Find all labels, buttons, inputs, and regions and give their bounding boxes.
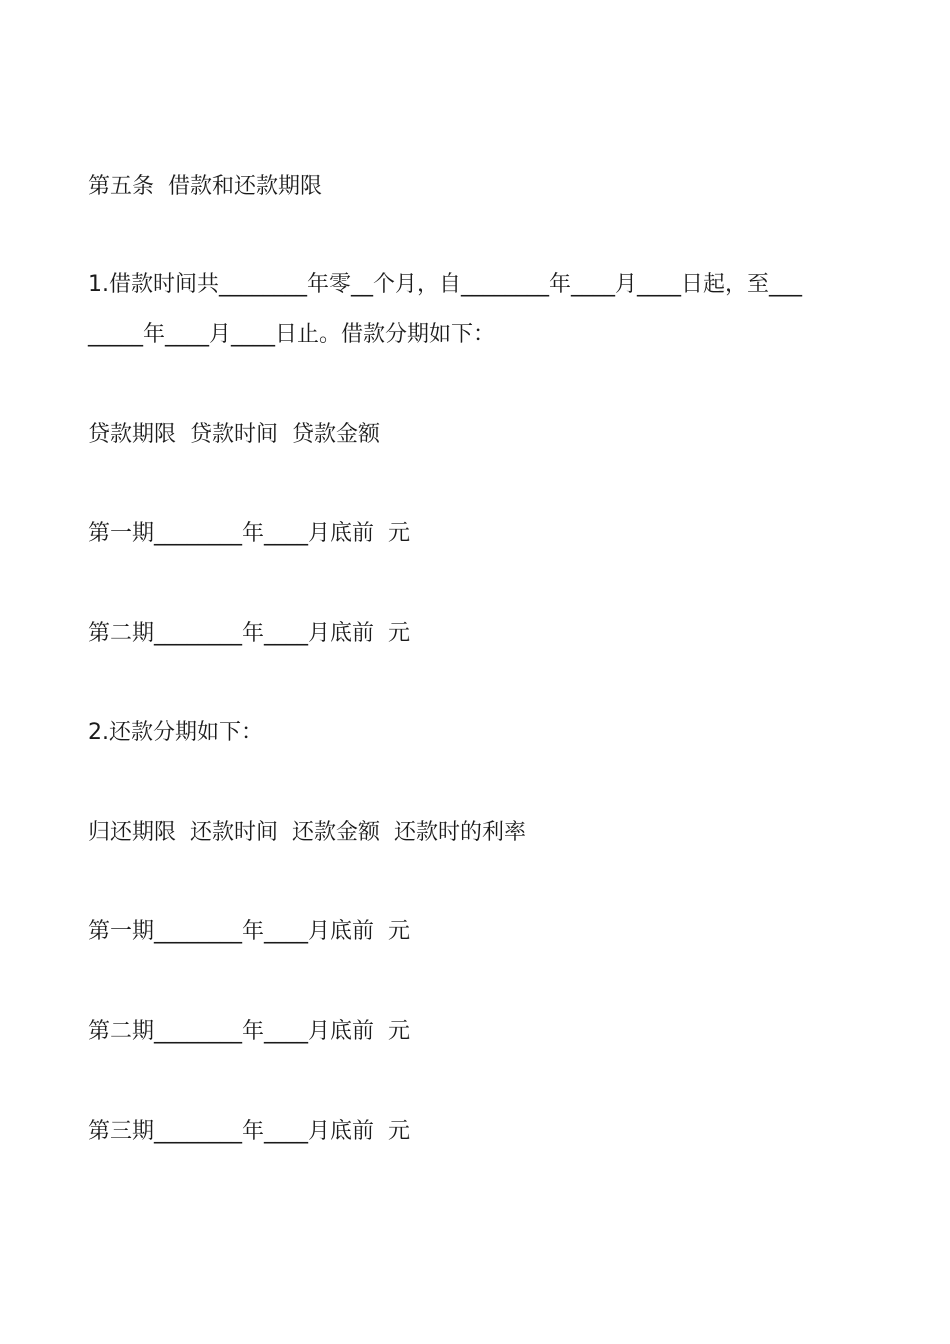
loan-row-2: 第二期________年____月底前 元 bbox=[88, 621, 410, 646]
repay-row-1: 第一期________年____月底前 元 bbox=[88, 919, 410, 944]
repay-row-3: 第三期________年____月底前 元 bbox=[88, 1119, 410, 1144]
repay-row-2: 第二期________年____月底前 元 bbox=[88, 1019, 410, 1044]
article-heading: 第五条 借款和还款期限 bbox=[88, 174, 322, 199]
loan-table-header: 贷款期限 贷款时间 贷款金额 bbox=[88, 422, 380, 447]
clause-1-line-1: 1.借款时间共________年零__个月，自________年____月____日起，至___ bbox=[88, 272, 802, 297]
clause-2-title: 2.还款分期如下： bbox=[88, 720, 263, 745]
clause-1-line-2: _____年____月____日止。借款分期如下： bbox=[88, 322, 496, 347]
loan-row-1: 第一期________年____月底前 元 bbox=[88, 521, 410, 546]
repay-table-header: 归还期限 还款时间 还款金额 还款时的利率 bbox=[88, 820, 526, 845]
